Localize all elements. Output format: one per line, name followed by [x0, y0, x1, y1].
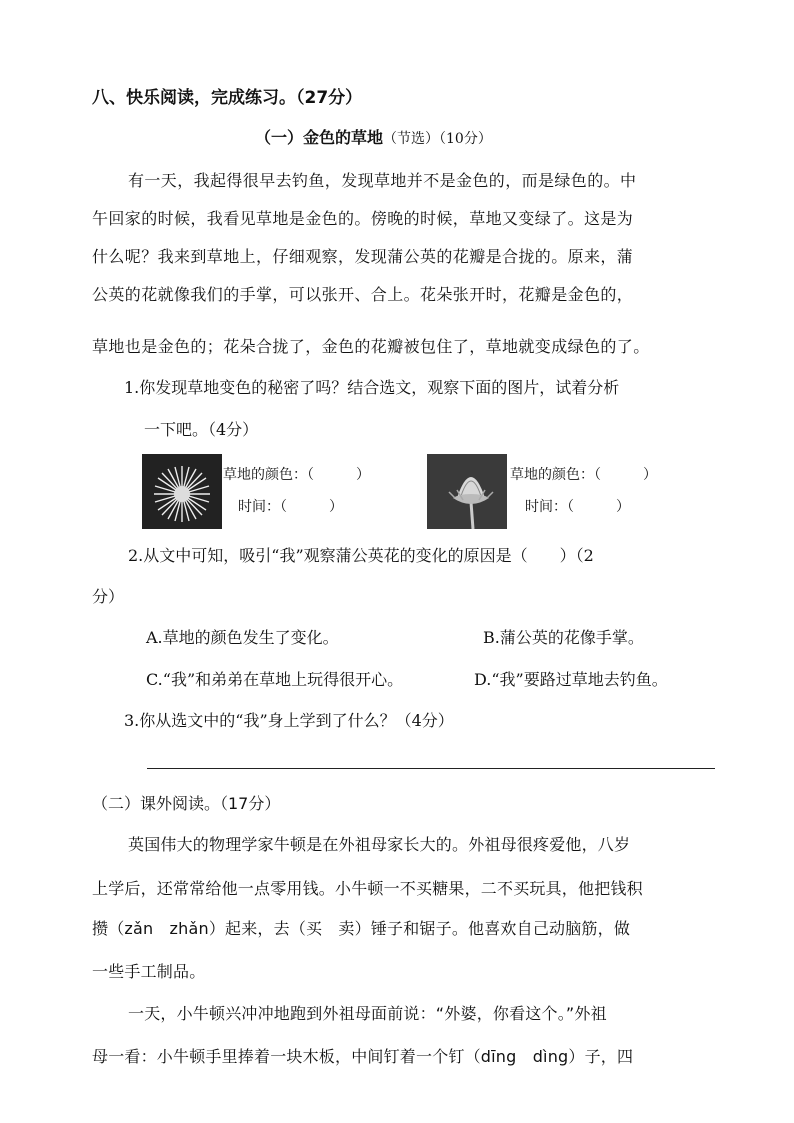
passage1-line: 公英的花就像我们的手掌，可以张开、合上。花朵张开时，花瓣是金色的，: [92, 285, 634, 304]
question-3-line1: 3.你从选文中的“我”身上学到了什么？（4分）: [124, 711, 454, 730]
passage1-line: 什么呢？我来到草地上，仔细观察，发现蒲公英的花瓣是合拢的。原来，蒲: [92, 247, 634, 266]
open-dandelion-photo-icon: [142, 454, 222, 529]
question-1-line2: 一下吧。（4分）: [144, 420, 259, 439]
right-time-label: 时间：（ ）: [525, 499, 630, 515]
passage2-line: 攒（zǎn zhǎn）起来，去（买 卖）锤子和锯子。他喜欢自己动脑筋，做: [92, 919, 631, 938]
passage2-line: 一天，小牛顿兴冲冲地跑到外祖母面前说：“外婆，你看这个。”外祖: [128, 1004, 607, 1023]
part1-title-score: （10分）: [439, 131, 492, 147]
passage2-line: 母一看：小牛顿手里捧着一块木板，中间钉着一个钉（dīng dìng）子，四: [92, 1047, 634, 1066]
passage1-line: 有一天，我起得很早去钓鱼，发现草地并不是金色的，而是绿色的。中: [128, 171, 637, 190]
passage2-line: 上学后，还常常给他一点零用钱。小牛顿一不买糖果，二不买玩具，他把钱积: [92, 879, 643, 898]
question-1-line1: 1.你发现草地变色的秘密了吗？结合选文，观察下面的图片，试着分析: [124, 378, 620, 397]
option-d: D.“我”要路过草地去钓鱼。: [474, 670, 668, 689]
part1-title: （一）金色的草地: [255, 128, 384, 147]
part2-title: （二）课外阅读。（17分）: [92, 794, 281, 813]
left-time-label: 时间：（ ）: [238, 499, 343, 515]
option-c: C.“我”和弟弟在草地上玩得很开心。: [146, 670, 404, 689]
section-heading: 八、快乐阅读，完成练习。（27分）: [92, 88, 363, 108]
passage2-line: 英国伟大的物理学家牛顿是在外祖母家长大的。外祖母很疼爱他，八岁: [128, 835, 631, 854]
option-b: B.蒲公英的花像手掌。: [483, 628, 644, 647]
answer-line: [147, 768, 715, 769]
passage1-line: 午回家的时候，我看见草地是金色的。傍晚的时候，草地又变绿了。这是为: [92, 209, 634, 228]
passage2-line: 一些手工制品。: [92, 962, 206, 981]
question-2-line1: 2.从文中可知，吸引“我”观察蒲公英花的变化的原因是（ ）（2: [128, 546, 594, 565]
part1-title-note: （节选）: [383, 131, 440, 147]
passage1-line: 草地也是金色的；花朵合拢了，金色的花瓣被包住了，草地就变成绿色的了。: [92, 337, 650, 356]
question-2-line2: 分）: [92, 587, 125, 606]
right-grass-color-label: 草地的颜色：（ ）: [510, 467, 657, 483]
option-a: A.草地的颜色发生了变化。: [146, 628, 339, 647]
part1-title-row: [255, 128, 492, 149]
left-grass-color-label: 草地的颜色：（ ）: [223, 467, 370, 483]
closed-dandelion-photo-icon: [427, 454, 507, 529]
